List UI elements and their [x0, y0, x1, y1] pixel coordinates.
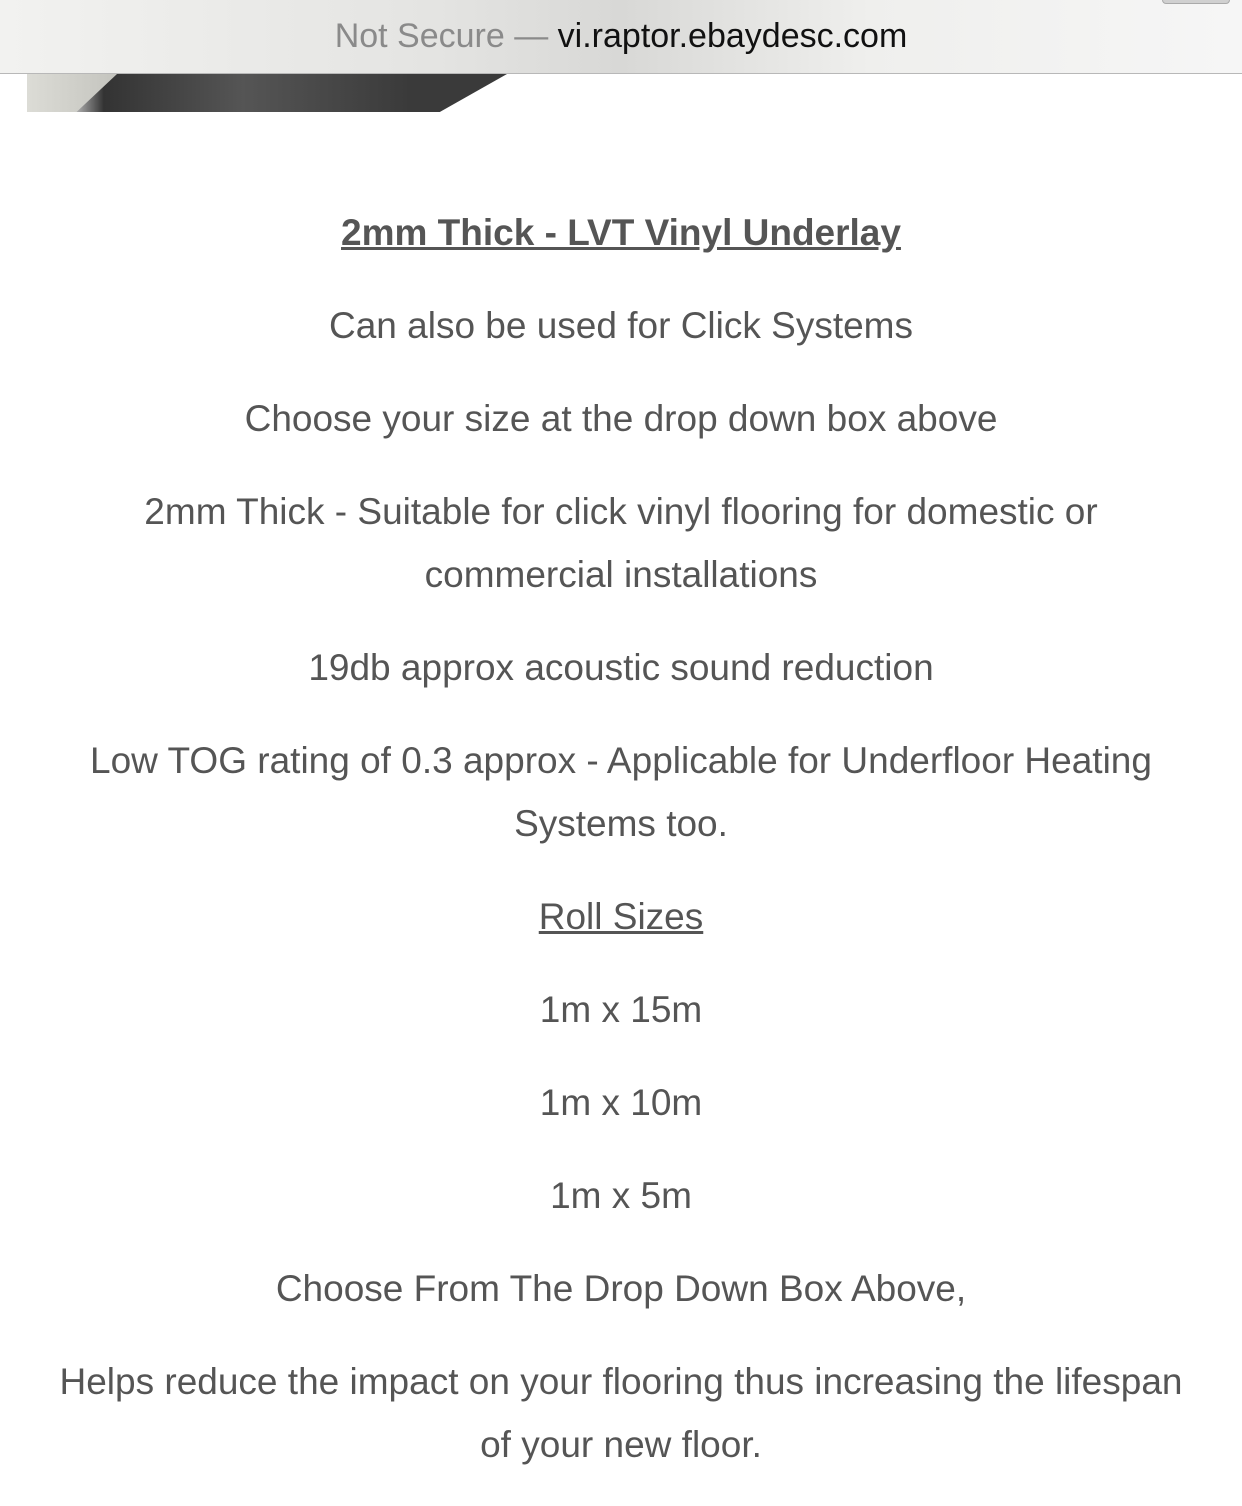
description-line: Choose your size at the drop down box above [244, 398, 998, 439]
browser-address-bar[interactable] [0, 0, 1242, 74]
roll-size: 1m x 10m [539, 1082, 703, 1123]
description-title: 2mm Thick - LVT Vinyl Underlay [341, 212, 901, 253]
roll-sizes-heading: Roll Sizes [538, 896, 704, 937]
url-host: vi.raptor.ebaydesc.com [557, 17, 908, 55]
description-line: Can also be used for Click Systems [328, 305, 913, 346]
url-display[interactable] [0, 14, 1242, 58]
tab-indicator [1162, 0, 1230, 4]
description-line: Low TOG rating of 0.3 approx - Applicable for Underfloor Heating Systems too. [90, 740, 1152, 844]
roll-size: 1m x 5m [550, 1175, 692, 1216]
description-line: 19db approx acoustic sound reduction [308, 647, 934, 688]
item-description [40, 201, 1202, 1506]
description-line: Choose From The Drop Down Box Above, [275, 1268, 967, 1309]
description-line: Helps reduce the impact on your flooring thus increasing the lifespan of your new floor. [59, 1361, 1183, 1465]
roll-size: 1m x 15m [539, 989, 703, 1030]
security-label: Not Secure — [334, 17, 549, 55]
description-line: 2mm Thick - Suitable for click vinyl flooring for domestic or commercial installations [144, 491, 1098, 595]
